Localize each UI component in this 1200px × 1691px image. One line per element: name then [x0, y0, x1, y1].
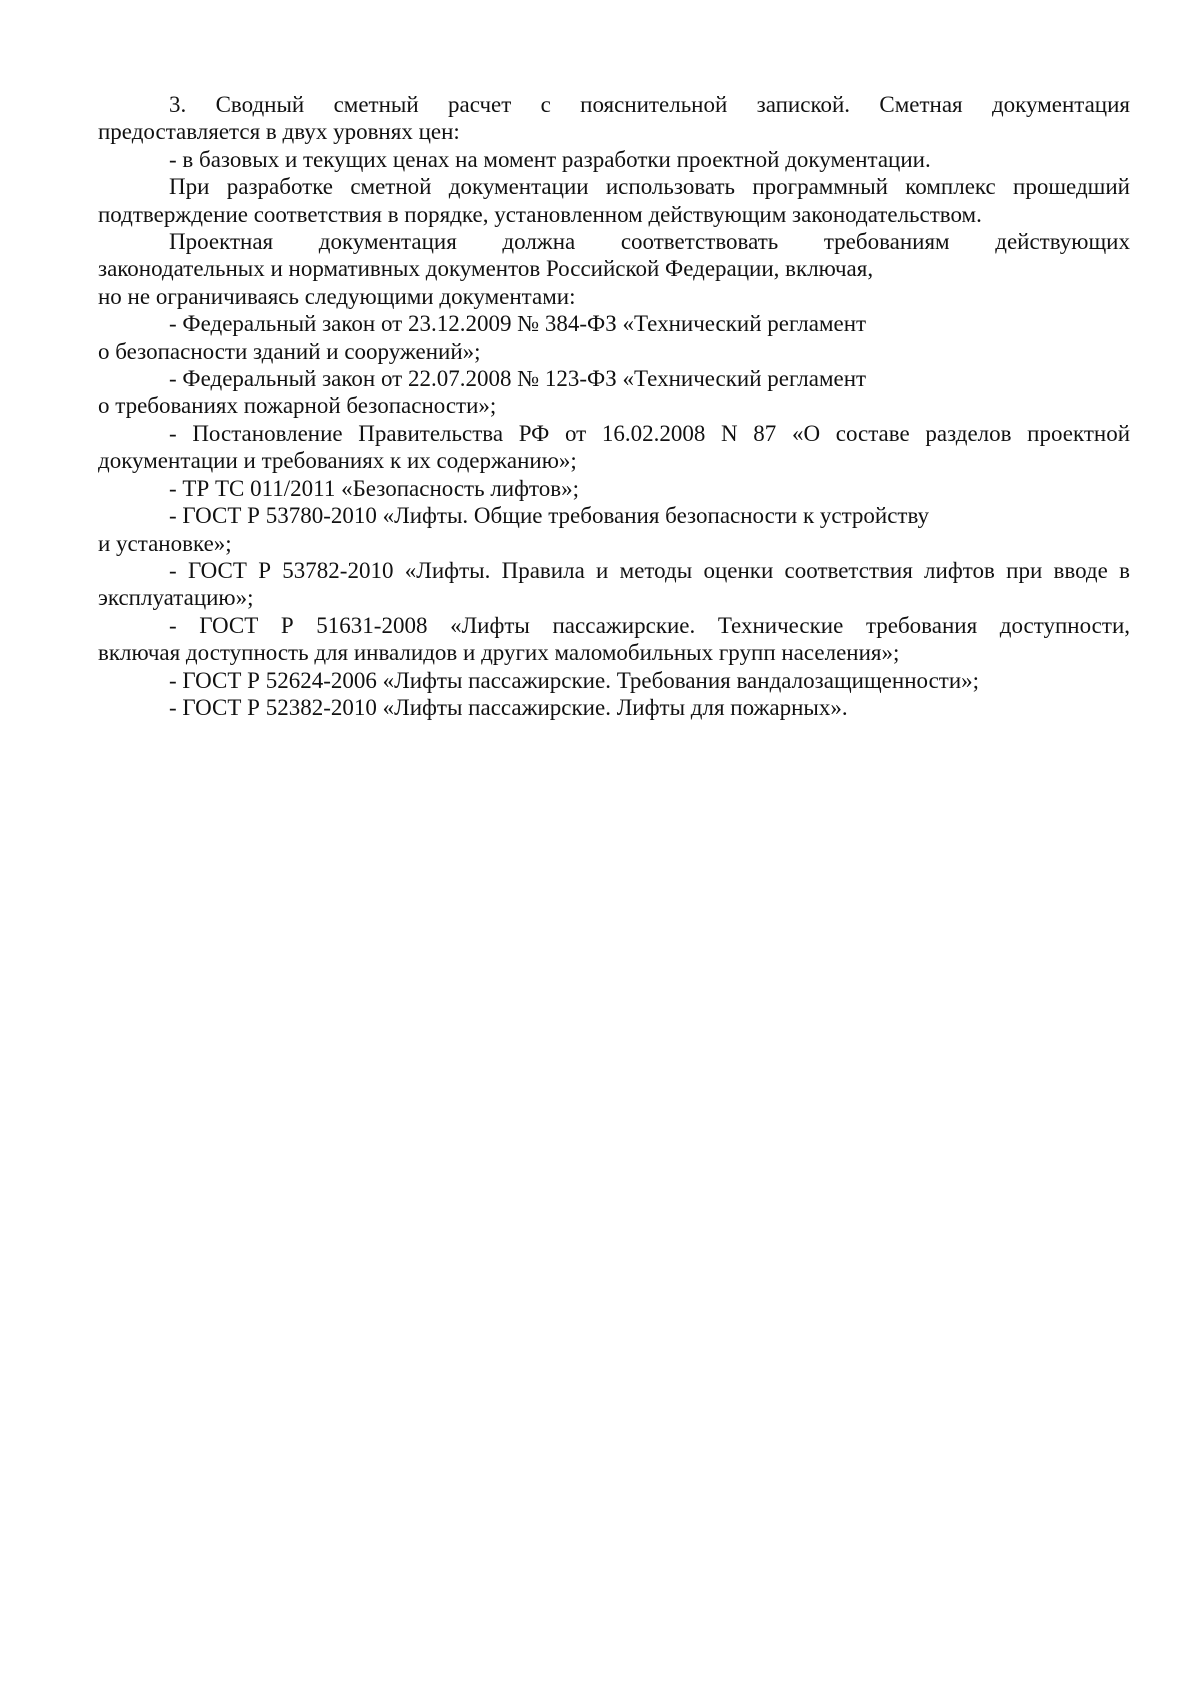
text-line: - в базовых и текущих ценах на момент разработки проектной документации.: [169, 146, 931, 172]
text-line: - ГОСТ Р 53782-2010 «Лифты. Правила и методы оценки соответствия лифтов при вводе в: [169, 557, 1130, 583]
list-item-gost-53780-cont: [98, 530, 1130, 557]
text-line: и установке»;: [98, 530, 232, 556]
text-line: - ГОСТ Р 51631-2008 «Лифты пассажирские. Технические требования доступности,: [169, 612, 1130, 638]
text-line: - Федеральный закон от 23.12.2009 № 384-ФЗ «Технический регламент: [169, 311, 867, 337]
paragraph-project-requirements-cont: [98, 255, 1130, 282]
paragraph-project-requirements: [98, 228, 1130, 255]
text-line: но не ограничиваясь следующими документами:: [98, 283, 576, 309]
list-item-tr-ts-011: [98, 475, 1130, 502]
text-line: подтверждение соответствия в порядке, установленном действующим законодательством.: [98, 201, 982, 227]
text-line: о требованиях пожарной безопасности»;: [98, 393, 497, 419]
list-item-fz-384-cont: [98, 338, 1130, 365]
list-item-gost-53780: [98, 502, 1130, 529]
text-line: о безопасности зданий и сооружений»;: [98, 338, 481, 364]
text-line: - Федеральный закон от 22.07.2008 № 123-ФЗ «Технический регламент: [169, 366, 867, 392]
list-item-resolution-87: [98, 420, 1130, 447]
text-line: предоставляется в двух уровнях цен:: [98, 119, 460, 145]
text-line: документации и требованиях к их содержанию»;: [98, 448, 577, 474]
text-line: законодательных и нормативных документов Российской Федерации, включая,: [98, 256, 874, 282]
list-item-gost-52624: [98, 667, 1130, 694]
list-item-gost-51631: [98, 612, 1130, 639]
list-item-gost-53782-cont: [98, 584, 1130, 611]
text-line: - ГОСТ Р 53780-2010 «Лифты. Общие требования безопасности к устройству: [169, 503, 930, 529]
text-line: Проектная документация должна соответствовать требованиям действующих: [169, 229, 1130, 255]
list-item-resolution-87-cont: [98, 447, 1130, 474]
list-item-fz-384: [98, 310, 1130, 337]
text-line: - ГОСТ Р 52382-2010 «Лифты пассажирские. Лифты для пожарных».: [169, 694, 848, 720]
text-line: - ТР ТС 011/2011 «Безопасность лифтов»;: [169, 475, 580, 501]
text-line: включая доступность для инвалидов и других маломобильных групп населения»;: [98, 640, 900, 666]
document-body: [98, 91, 1130, 721]
list-item-gost-51631-cont: [98, 639, 1130, 666]
paragraph-software-complex-cont: [98, 201, 1130, 228]
text-line: - Постановление Правительства РФ от 16.02.2008 N 87 «О составе разделов проектной: [169, 420, 1130, 446]
list-item-fz-123-cont: [98, 392, 1130, 419]
list-item-fz-123: [98, 365, 1130, 392]
paragraph-software-complex: [98, 173, 1130, 200]
paragraph-price-levels: [98, 146, 1130, 173]
text-line: 3. Сводный сметный расчет с пояснительной запиской. Сметная документация: [169, 92, 1130, 117]
list-item-gost-53782: [98, 557, 1130, 584]
text-line: эксплуатацию»;: [98, 585, 254, 611]
text-line: При разработке сметной документации использовать программный комплекс прошедший: [169, 174, 1130, 200]
text-line: - ГОСТ Р 52624-2006 «Лифты пассажирские. Требования вандалозащищенности»;: [169, 667, 980, 693]
list-item-gost-52382: [98, 694, 1130, 721]
paragraph-estimate-calculation-cont: [98, 118, 1130, 145]
paragraph-documents-intro: [98, 283, 1130, 310]
paragraph-estimate-calculation: [98, 91, 1130, 118]
